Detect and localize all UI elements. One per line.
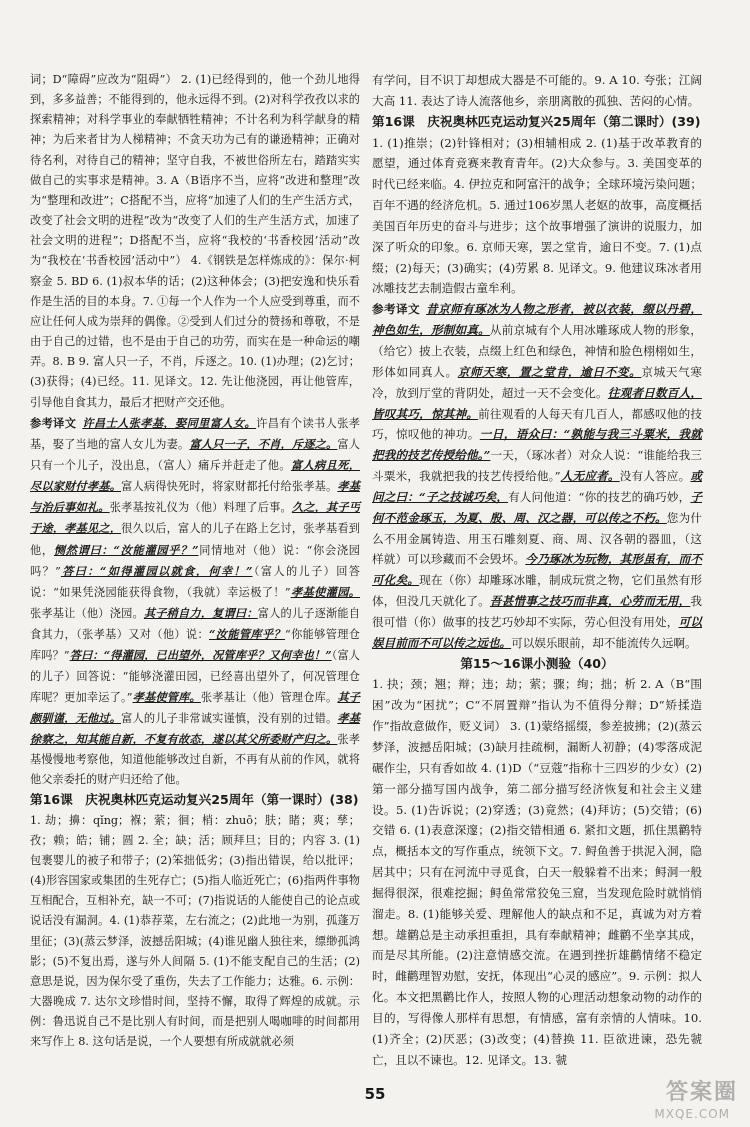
classical-text-segment: 昔京师有琢冰为人物之形者，被以衣装，缀以丹碧，神色如生，形制如真。 [372,302,702,338]
translation-segment: 一天，（琢冰者）对众人说：“谁能给我三斗粟米，我就把我的技艺传授给他。” [372,448,702,484]
page-number: 55 [364,1085,386,1103]
translation-segment: 张孝基让（他）管理仓库。 [200,690,338,704]
lesson-16-part1-answers: 1. 劫；擤：qǐng；褓；萦；徊；梢：zhuō；肤；睹；爽；孳；孜；赖；皓；铺；圆 2. 全；缺；活；顾拜旦；目的；内容 3. (1)包裹婴儿的被子和带子；(2)笨拙低劣；(3)指出错误，给以批评；(4)形容国家或集团的生死存亡；(5)指人临近死亡；(6)指两件事物互相配合，互相补充，缺一不可；(7)指说话的人能使自己的论点或说话没有漏洞。4. (1)恭荐菜，左右流之；(2)此地一为别，孤蓬万里征；(3)(蒸云梦泽，波撼岳阳城；(4)谁见幽人独往来，缥缈孤鸿影；(5)不复出焉，遂与外人间隔 5. (1)不能支配自己的生活；(2)意思是说，因为保尔受了重伤，失去了工作能力；达雅。6. 示例：大器晚成 7. 达尔文珍惜时间，坚持不懈，取得了辉煌的成就。示例：鲁迅说自己不是比别人有时间，而是把别人喝咖啡的时间都用来写作上 8. 这句话是说，一个人要想有所成就就必须 [30,813,360,1049]
classical-text-segment: 答曰：“得灌园，已出望外，况管库乎？又何幸也！” [69,648,332,663]
classical-text-segment: 孝基使管库。 [132,689,201,704]
classical-text-segment: 人无应者。 [560,469,620,484]
answers-block-1: 词；D“障碍”应改为“阻碍”） 2. (1)已经得到的，他一个劲儿地得到，多多益善；不能得到的，他永远得不到。(2)对科学孜孜以求的探索精神；对科学事业的奉献牺牲精神；不计名利为科学献身的精神；为后来者甘为人梯精神；不贪天功为己有的谦逊精神；正确对待名利，对待自己的精神；坚守自我，不被世俗所左右，踏踏实实做自己的实事求是精神。3. A（B语序不当，应将“改进和整理”改为“整理和改进”；C搭配不当，应将“加速了人们的生产生活方式，改变了社会文明的进程”改为“改变了人们的生产生活方式，加速了社会文明的进程”；D搭配不当，应将“我校的‘书香校园’活动”改为“我校在‘书香校园’活动中”） 4.《钢铁是怎样炼成的》：保尔·柯察金 5. BD 6. (1)叔本华的话；(2)这种体会；(3)把安逸和快乐看作是生活的目的本身。7. ①每一个人作为一个人应受到尊重，而不应让任何人成为崇拜的偶像。②受到人们过分的赞扬和尊敬，不是由于自己的过错，也不是由于自己的功劳，而实在是一种命运的嘲弄。8. B 9. 富人只一子，不肖，斥逐之。10. (1)办理；(2)乞讨；(3)获得；(4)已经。11. 见译文。12. 先让他浇园，再让他管库，引导他自食其力，最后才把财产交还他。 [30,73,360,409]
lesson-16-part2-heading: 第16课 庆祝奥林匹克运动复兴25周年（第二课时）(39) [372,113,701,129]
translation-segment: 富人病得快死时，将家财都托付给张孝基。 [121,480,338,494]
reference-body [372,302,702,650]
translation-segment: 富人的儿子非常诚实谨慎，没有别的过错。 [121,711,338,725]
quiz-heading: 第15～16课小测验（40） [460,655,614,671]
translation-segment: 许昌有个读书人张孝基，娶了当地的富人女儿为妻。 [30,416,360,451]
classical-text-segment: 孝基与治后事如礼。 [30,479,360,515]
classical-text-segment: 答曰：“如得灌园以就食，何幸！” [60,563,253,578]
reference-translation-2 [372,299,702,653]
classical-text-segment: 京师天寒，置之堂肯，逾日不变。 [457,364,642,379]
watermark-logo: 答案圈 [665,1080,738,1105]
classical-text-segment: 富人只一子，不肖，斥逐之。 [189,436,338,451]
translation-segment: 张孝基按礼仪为（他）料理了后事。 [109,501,292,515]
classical-text-segment: 孝基徐察之，知其能自新，不复有故态，遂以其父所委财产归之。 [30,710,360,746]
translation-segment: 很久以后，富人的儿子在路上乞讨，张孝基看到他， [30,522,360,557]
translation-segment: 您为什么不用金属铸造、用玉石雕刻夏、商、周、汉各朝的器皿，（这样就）可以珍藏而不会毁坏。 [372,510,702,567]
quiz-answers: 1. 抉；颈；翘；辩；违；劫；萦；骤；绚；拙；析 2. A（B“围困”改为“困扰”；C“不屑置辩”指认为不值得分辩；D“矫揉造作”指故意做作，贬义词） 3. (1)蒙络摇缀，参差披拂；(2)(蒸云梦泽，波撼岳阳城；(3)缺月挂疏桐，漏断人初静；(4)零落成泥碾作尘，只有香如故 4. (1)D（“豆蔻”指称十三四岁的少女）(2)第一部分描写国内战争，第二部分描写经济恢复和社会主义建设。5. (1)告诉说；(2)穿透；(3)竟然；(4)拜访；(5)交错；(6)交错 6. (1)表意深邃；(2)指交错相通 6. 紧扣文题，抓住黑鹳特点，概括本文的写作重点，统领下文。7. 鲟鱼善于拱泥入洞，隐居其中；只有在河流中寻觅食，白天一般躲着不出来；鲟洞一般掘得很深，很难挖掘；鲟鱼常常狡兔三窟，当发现危险时就悄悄溜走。8. (1)能够关爱、理解他人的缺点和不足，真诚为对方着想。雄鹳总是主动承担重担，具有奉献精神；雌鹳不坐享其成，而是尽其所能。(2)注意情感交流。在遇到挫折雄鹳情绪不稳定时，雌鹳理智劝慰，安抚，体现出“心灵的感应”。9. 示例：拟人化。本文把黑鹳比作人，按照人物的心理活动想象动物的动作的目的，写得像人那样有思想，有情感，富有亲情的人情味。10. (1)齐全；(2)厌恶；(3)改变；(4)替换 11. 臣欲进谏，恐先虢亡，且以不谏也。12. 见译文。13. 虢 [372,677,702,1067]
translation-segment: 从前京城有个人用冰雕琢成人物的形象，（给它）披上衣装，点缀上红色和绿色，神情和脸色栩栩如生，形体如同真人。 [372,323,702,379]
reference-body [30,417,360,787]
translation-segment: 京城天气寒冷，放到厅堂的背阴处，超过一天不会变化。 [372,364,702,400]
translation-segment: 富人只有一个儿子，没出息，（富人）痛斥并赶走了他。 [30,437,360,472]
translation-segment: 张孝基慢慢地考察他，知道他能够改过自新，不再有从前的作风，就将他父亲委托的财产归还给了他。 [30,733,360,787]
classical-text-segment: 其子颇驯谨，无他过。 [30,689,360,725]
classical-text-segment: “汝能管库乎？ [209,627,286,642]
lesson-16-part2-answers: 1. (1)推崇；(2)针锋相对；(3)相辅相成 2. (1)基于改革教育的愿望，通过体育竞赛来教育青年。(2)大众参与。3. 美国变革的时代已经来临。4. 伊拉克和阿富汗的战争；全球环境污染问题；百年不遇的经济危机。5. 通过106岁黑人老妪的故事，高度概括美国百年历史的奋斗与进步；这个故事增强了演讲的说服力，加深了听众的印象。6. 京师天寒，罢之堂肯，逾日不变。7. (1)点缀；(2)每天；(3)确实；(4)劳累 8. 见译文。9. 他建议珠冰者用冰雕技艺去制造假古童牟利。 [372,135,702,296]
classical-text-segment: 可以娱目前而不可以传之远也。 [372,614,702,650]
translation-segment: 没有人答应。 [619,469,691,484]
classical-text-segment: 或问之曰：“子之技诚巧矣， [372,469,702,504]
classical-text-segment: 今乃琢冰为玩物，其形虽有，而不可化矣。 [372,552,702,588]
reference-tag: 参考译文 [30,416,77,430]
classical-text-segment: 富人病且死，尽以家财付孝基。 [30,457,360,494]
lesson-16-part1-heading: 第16课 庆祝奥林匹克运动复兴25周年（第一课时）(38) [30,792,359,808]
translation-segment: 有人问他道：“你的技艺的确巧妙， [508,489,691,504]
answers-continued: 有学问，目不识丁却想成大器是不可能的。9. A 10. 夸张；江阔大高 11. 表达了诗人流落他乡，亲朋离散的孤独、苦闷的心情。 [372,73,702,108]
translation-segment: 前往观看的人每天有几百人，都感叹他的技巧，惊叹他的神功。 [372,406,702,442]
classical-text-segment: 孝基使灌园。 [290,584,360,599]
classical-text-segment: 往观者日数百人，皆叹其巧，惊其神。 [372,385,702,421]
classical-text-segment: 其子稍自力，复谓曰： [143,606,258,621]
translation-segment: （富人的儿子）回答说：“如果凭浇园能获得食物，（我就）幸运极了！” [30,564,360,599]
right-column [372,70,702,1071]
translation-segment: 张孝基让（他）浇园。 [30,607,144,621]
classical-text-segment: 久之，其子丐于途，孝基见之， [30,500,360,536]
translation-segment: 现在（你）却雕琢冰雕，制成玩赏之物，它们虽然有形体，但没几天就化了。 [372,573,702,609]
classical-text-segment: 子何不范金琢玉，为夏、殷、周、汉之器，可以传之不朽。 [372,489,702,525]
reference-translation-1 [30,413,360,791]
translation-segment: “你能够管理仓库吗？” [30,628,360,663]
translation-segment: 同情地对（他）说：“你会浇园吗？” [30,543,360,578]
translation-segment: 可以娱乐眼前，却不能流传久远啊。 [511,635,697,650]
classical-text-segment: 许昌士人张孝基，娶同里富人女。 [82,415,257,430]
classical-text-segment: 一日，语众曰：“孰能与我三斗粟米，我就把我的技艺传授给他。” [372,427,702,463]
classical-text-segment: 吾甚惜事之技巧而非真，心劳而无用， [489,594,691,609]
translation-segment: 我很可惜（你）做事的技艺巧妙却不实际，劳心但没有用处， [372,594,702,629]
classical-text-segment: 恻然谓曰：“汝能灌园乎？” [53,542,199,557]
left-column [30,70,360,1053]
translation-segment: 富人的儿子逐渐能自食其力，（张孝基）又对（他）说： [30,607,360,642]
watermark-url: MXQE.COM [654,1107,730,1121]
translation-segment: （富人的儿子）回答说：“能够浇灌田园，已经喜出望外了，何况管理仓库呢？更加幸运了。” [30,649,360,704]
watermark [598,1081,738,1121]
reference-tag: 参考译文 [372,302,421,317]
